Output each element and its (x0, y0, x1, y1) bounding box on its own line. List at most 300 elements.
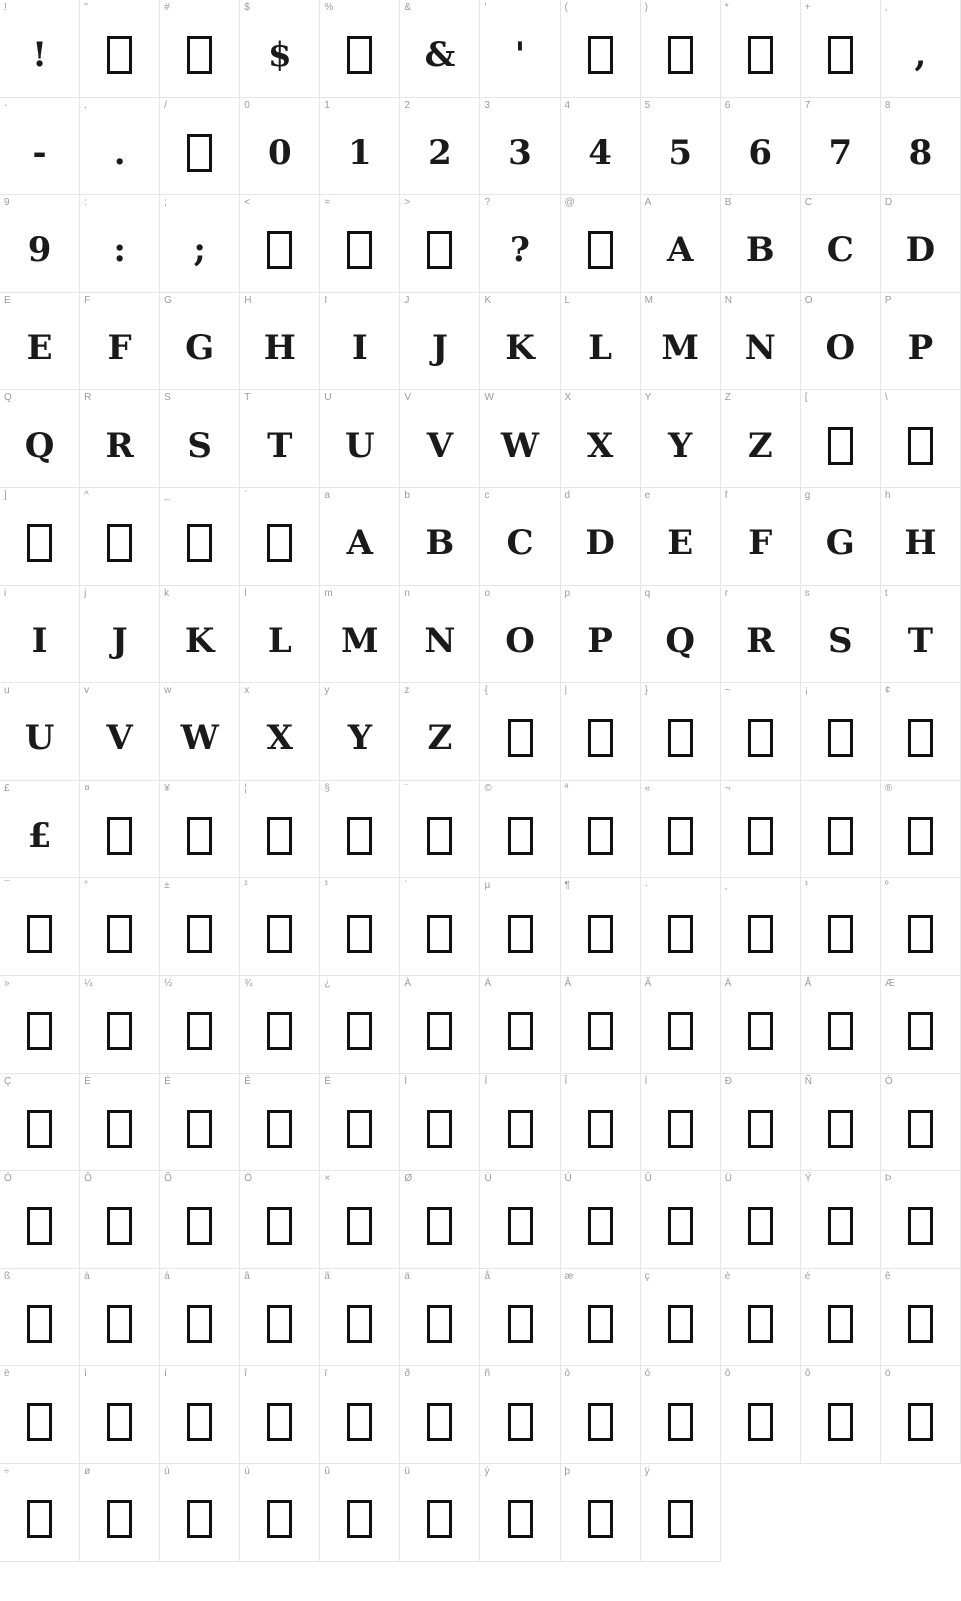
character-cell[interactable] (0, 1171, 80, 1269)
tofu-box-shape (508, 1012, 533, 1050)
character-cell[interactable] (320, 293, 400, 391)
character-cell[interactable] (240, 586, 320, 684)
character-cell[interactable] (240, 781, 320, 879)
empty-cell (881, 1464, 961, 1562)
character-cell[interactable] (881, 586, 961, 684)
character-cell[interactable] (160, 293, 240, 391)
missing-glyph-box-icon (160, 112, 239, 195)
character-cell[interactable] (0, 586, 80, 684)
tofu-box-shape (187, 1207, 212, 1245)
character-cell[interactable] (240, 0, 320, 98)
character-cell[interactable] (160, 1171, 240, 1269)
character-cell[interactable] (801, 98, 881, 196)
character-cell[interactable] (561, 586, 641, 684)
character-cell[interactable] (480, 781, 560, 879)
tofu-box-shape (427, 1207, 452, 1245)
character-cell[interactable] (881, 781, 961, 879)
character-cell[interactable] (160, 488, 240, 586)
character-cell[interactable] (400, 98, 480, 196)
character-cell[interactable] (400, 1464, 480, 1562)
character-cell[interactable] (561, 683, 641, 781)
character-glyph: H (904, 523, 937, 564)
character-cell[interactable] (641, 683, 721, 781)
character-cell[interactable] (881, 976, 961, 1074)
tofu-box-shape (588, 1305, 613, 1343)
character-cell[interactable] (0, 1074, 80, 1172)
character-cell[interactable] (80, 293, 160, 391)
missing-glyph-box-icon (480, 795, 559, 878)
character-cell[interactable] (80, 1269, 160, 1367)
character-cell[interactable] (641, 781, 721, 879)
character-cell[interactable] (561, 1366, 641, 1464)
character-cell[interactable] (320, 878, 400, 976)
character-glyph: S (187, 425, 212, 466)
character-cell[interactable] (721, 683, 801, 781)
character-cell[interactable] (320, 0, 400, 98)
missing-glyph-box-icon (881, 1380, 960, 1463)
character-cell[interactable] (801, 1366, 881, 1464)
character-cell[interactable] (641, 878, 721, 976)
missing-glyph-box-icon (0, 892, 79, 975)
character-glyph: S (828, 620, 853, 661)
character-code-label: ! (4, 2, 7, 13)
character-glyph: P (587, 620, 613, 661)
missing-glyph-box-icon (480, 892, 559, 975)
character-cell[interactable] (641, 1269, 721, 1367)
character-code-label: P (884, 294, 892, 306)
character-cell[interactable] (480, 1464, 560, 1562)
character-cell[interactable] (400, 586, 480, 684)
character-cell[interactable] (480, 878, 560, 976)
character-code-label (805, 783, 808, 794)
character-cell[interactable] (240, 1269, 320, 1367)
character-code-label: à (84, 1270, 90, 1282)
character-glyph: U (24, 718, 55, 759)
missing-glyph-box-icon (721, 795, 800, 878)
character-cell[interactable] (80, 976, 160, 1074)
character-cell[interactable] (320, 1366, 400, 1464)
missing-glyph-box-icon (480, 990, 559, 1073)
tofu-box-shape (427, 1403, 452, 1441)
character-code-label: Ä (724, 977, 732, 989)
character-cell[interactable] (561, 488, 641, 586)
character-code-label: K (484, 294, 492, 306)
character-code-label: $ (244, 2, 250, 13)
character-cell[interactable] (80, 878, 160, 976)
character-cell[interactable] (400, 390, 480, 488)
missing-glyph-box-icon (80, 14, 159, 97)
character-code-label: [ (804, 392, 808, 404)
character-glyph: 5 (668, 132, 692, 173)
missing-glyph-box-icon (641, 1185, 720, 1268)
tofu-box-shape (828, 1403, 853, 1441)
missing-glyph-box-icon (721, 1185, 800, 1268)
character-cell[interactable] (240, 683, 320, 781)
character-cell[interactable] (881, 878, 961, 976)
character-cell[interactable] (721, 976, 801, 1074)
character-cell[interactable] (160, 0, 240, 98)
character-cell[interactable] (801, 293, 881, 391)
character-cell[interactable] (561, 0, 641, 98)
missing-glyph-box-icon (641, 990, 720, 1073)
character-cell[interactable] (320, 390, 400, 488)
character-cell[interactable] (721, 1171, 801, 1269)
character-cell[interactable] (561, 878, 641, 976)
character-code-label: Û (644, 1173, 652, 1185)
character-cell[interactable] (0, 488, 80, 586)
character-cell[interactable] (400, 683, 480, 781)
character-code-label: ê (884, 1270, 891, 1282)
character-code-label: « (644, 782, 651, 794)
character-cell[interactable] (160, 1366, 240, 1464)
missing-glyph-box-icon (80, 1088, 159, 1171)
character-cell[interactable] (320, 98, 400, 196)
character-glyph: U (345, 425, 375, 466)
tofu-box-shape (107, 1012, 132, 1050)
character-cell[interactable] (80, 195, 160, 293)
character-cell[interactable] (721, 390, 801, 488)
character-cell[interactable] (480, 0, 560, 98)
tofu-box-shape (187, 524, 212, 562)
character-cell[interactable] (561, 1269, 641, 1367)
character-cell[interactable] (400, 1171, 480, 1269)
character-cell[interactable] (721, 0, 801, 98)
character-cell[interactable] (0, 293, 80, 391)
character-cell[interactable] (160, 781, 240, 879)
character-cell[interactable] (160, 1269, 240, 1367)
character-cell[interactable] (80, 1074, 160, 1172)
character-cell[interactable] (320, 195, 400, 293)
character-glyph: V (426, 425, 454, 466)
character-cell[interactable] (80, 390, 160, 488)
character-cell[interactable] (480, 390, 560, 488)
missing-glyph-box-icon (881, 892, 960, 975)
character-cell[interactable] (641, 1366, 721, 1464)
character-code-label: é (804, 1270, 811, 1282)
character-cell[interactable] (480, 586, 560, 684)
character-code-label: ) (644, 2, 648, 13)
character-cell[interactable] (721, 586, 801, 684)
missing-glyph-box-icon (0, 990, 79, 1073)
character-code-label: l (244, 587, 247, 599)
character-glyph: Y (347, 718, 372, 759)
character-code-label: ¢ (884, 685, 891, 697)
character-cell[interactable] (721, 98, 801, 196)
tofu-box-shape (187, 36, 212, 74)
character-code-label: Ê (244, 1075, 251, 1087)
character-cell[interactable] (561, 1171, 641, 1269)
missing-glyph-box-icon (721, 697, 800, 780)
tofu-box-shape (668, 36, 693, 74)
character-code-label: m (324, 587, 333, 599)
character-cell[interactable] (721, 195, 801, 293)
character-cell[interactable] (400, 488, 480, 586)
character-cell[interactable] (801, 195, 881, 293)
character-cell[interactable] (0, 98, 80, 196)
character-cell[interactable] (0, 781, 80, 879)
character-code-label: / (164, 99, 167, 111)
character-glyph: ' (514, 35, 526, 76)
character-cell[interactable] (0, 683, 80, 781)
character-cell[interactable] (480, 488, 560, 586)
character-cell[interactable] (641, 1171, 721, 1269)
character-glyph: D (905, 230, 936, 271)
character-cell[interactable] (240, 1366, 320, 1464)
character-cell[interactable] (80, 683, 160, 781)
character-cell[interactable] (801, 488, 881, 586)
missing-glyph-box-icon (561, 697, 640, 780)
character-code-label: ^ (84, 489, 89, 501)
character-glyph: ? (510, 230, 530, 271)
character-cell[interactable] (801, 683, 881, 781)
character-cell[interactable] (641, 195, 721, 293)
character-cell[interactable] (80, 781, 160, 879)
character-glyph: 0 (267, 132, 292, 173)
character-cell[interactable] (240, 488, 320, 586)
character-cell[interactable] (480, 1366, 560, 1464)
tofu-box-shape (107, 36, 132, 74)
character-cell[interactable] (480, 98, 560, 196)
character-code-label: x (244, 685, 250, 697)
character-cell[interactable] (160, 390, 240, 488)
character-code-label: ¶ (564, 880, 570, 892)
tofu-box-shape (267, 231, 292, 269)
character-glyph: Z (427, 718, 453, 759)
character-cell[interactable] (641, 0, 721, 98)
missing-glyph-box-icon (240, 795, 319, 878)
character-cell[interactable] (480, 1171, 560, 1269)
character-cell[interactable] (400, 1074, 480, 1172)
character-cell[interactable] (240, 1464, 320, 1562)
missing-glyph-box-icon (240, 1088, 319, 1171)
character-code-label: ÷ (4, 1465, 10, 1477)
tofu-box-shape (267, 1305, 292, 1343)
character-cell[interactable] (801, 0, 881, 98)
character-cell[interactable] (881, 1366, 961, 1464)
character-cell[interactable] (480, 195, 560, 293)
character-glyph: O (505, 620, 535, 661)
character-cell[interactable] (721, 878, 801, 976)
character-cell[interactable] (561, 390, 641, 488)
character-cell[interactable] (881, 683, 961, 781)
character-cell[interactable] (400, 1269, 480, 1367)
character-glyph: P (907, 328, 934, 369)
tofu-box-shape (187, 1500, 212, 1538)
character-code-label: ° (84, 880, 89, 892)
character-cell[interactable] (721, 1074, 801, 1172)
character-cell[interactable] (561, 293, 641, 391)
character-cell[interactable] (240, 976, 320, 1074)
character-cell[interactable] (80, 1171, 160, 1269)
character-cell[interactable] (881, 488, 961, 586)
character-cell[interactable] (641, 488, 721, 586)
missing-glyph-box-icon (80, 990, 159, 1073)
missing-glyph-box-icon (400, 892, 479, 975)
tofu-box-shape (908, 1012, 933, 1050)
character-cell[interactable] (0, 390, 80, 488)
character-cell[interactable] (160, 98, 240, 196)
character-code-label: ´ (404, 880, 408, 892)
character-cell[interactable] (721, 488, 801, 586)
character-cell[interactable] (881, 98, 961, 196)
character-cell[interactable] (320, 586, 400, 684)
character-cell[interactable] (240, 1171, 320, 1269)
missing-glyph-box-icon (160, 892, 239, 975)
character-cell[interactable] (561, 1464, 641, 1562)
character-cell[interactable] (561, 195, 641, 293)
character-cell[interactable] (320, 1464, 400, 1562)
character-cell[interactable] (160, 586, 240, 684)
tofu-box-shape (27, 915, 52, 953)
character-cell[interactable] (480, 683, 560, 781)
missing-glyph-box-icon (641, 1283, 720, 1366)
character-cell[interactable] (400, 878, 480, 976)
missing-glyph-box-icon (160, 1088, 239, 1171)
character-cell[interactable] (0, 976, 80, 1074)
character-cell[interactable] (480, 1074, 560, 1172)
character-cell[interactable] (240, 390, 320, 488)
character-cell[interactable] (641, 390, 721, 488)
character-cell[interactable] (480, 1269, 560, 1367)
character-cell[interactable] (721, 293, 801, 391)
character-code-label: E (4, 294, 11, 306)
character-cell[interactable] (721, 1366, 801, 1464)
character-glyph: N (744, 328, 776, 369)
character-code-label: . (84, 99, 87, 111)
character-code-label: : (84, 197, 87, 209)
tofu-box-shape (107, 524, 132, 562)
tofu-box-shape (267, 915, 292, 953)
character-cell[interactable] (320, 683, 400, 781)
character-cell[interactable] (0, 0, 80, 98)
character-cell[interactable] (0, 195, 80, 293)
character-cell[interactable] (160, 195, 240, 293)
tofu-box-shape (588, 817, 613, 855)
character-cell[interactable] (320, 976, 400, 1074)
character-cell[interactable] (240, 98, 320, 196)
character-cell[interactable] (400, 1366, 480, 1464)
missing-glyph-box-icon (80, 795, 159, 878)
tofu-box-shape (187, 1110, 212, 1148)
character-cell[interactable] (561, 976, 641, 1074)
missing-glyph-box-icon (881, 697, 960, 780)
character-cell[interactable] (320, 1171, 400, 1269)
character-cell[interactable] (480, 293, 560, 391)
character-cell[interactable] (0, 1366, 80, 1464)
character-cell[interactable] (801, 390, 881, 488)
character-cell[interactable] (160, 976, 240, 1074)
character-cell[interactable] (0, 1464, 80, 1562)
character-cell[interactable] (400, 976, 480, 1074)
character-cell[interactable] (881, 1171, 961, 1269)
character-cell[interactable] (160, 1464, 240, 1562)
character-cell[interactable] (80, 586, 160, 684)
character-cell[interactable] (881, 390, 961, 488)
character-cell[interactable] (320, 1074, 400, 1172)
missing-glyph-box-icon (561, 1380, 640, 1463)
character-cell[interactable] (801, 878, 881, 976)
character-cell[interactable] (721, 781, 801, 879)
character-code-label: t (884, 587, 888, 599)
character-cell[interactable] (641, 586, 721, 684)
character-code-label: q (644, 587, 651, 599)
character-glyph: Y (668, 425, 693, 466)
character-code-label: i (4, 587, 7, 599)
missing-glyph-box-icon (80, 1283, 159, 1366)
character-code-label: Ð (724, 1075, 732, 1087)
character-cell[interactable] (881, 195, 961, 293)
character-cell[interactable] (80, 0, 160, 98)
character-cell[interactable] (240, 878, 320, 976)
character-cell[interactable] (0, 1269, 80, 1367)
character-cell[interactable] (320, 488, 400, 586)
character-glyph: ; (193, 230, 206, 271)
character-cell[interactable] (881, 0, 961, 98)
character-cell[interactable] (801, 586, 881, 684)
character-cell[interactable] (881, 293, 961, 391)
character-cell[interactable] (400, 195, 480, 293)
character-cell[interactable] (320, 1269, 400, 1367)
character-cell[interactable] (641, 976, 721, 1074)
character-cell[interactable] (240, 293, 320, 391)
character-cell[interactable] (160, 878, 240, 976)
character-cell[interactable] (561, 1074, 641, 1172)
tofu-box-shape (668, 1207, 693, 1245)
character-cell[interactable] (320, 781, 400, 879)
tofu-box-shape (748, 817, 773, 855)
missing-glyph-box-icon (160, 1185, 239, 1268)
character-cell[interactable] (240, 1074, 320, 1172)
character-cell[interactable] (80, 98, 160, 196)
character-cell[interactable] (881, 1074, 961, 1172)
missing-glyph-box-icon (320, 892, 399, 975)
character-cell[interactable] (160, 683, 240, 781)
character-cell[interactable] (641, 1464, 721, 1562)
character-cell[interactable] (801, 1269, 881, 1367)
missing-glyph-box-icon (881, 1088, 960, 1171)
character-cell[interactable] (801, 976, 881, 1074)
character-code-label: ß (4, 1270, 11, 1282)
character-cell[interactable] (641, 1074, 721, 1172)
character-cell[interactable] (80, 488, 160, 586)
tofu-box-shape (267, 1207, 292, 1245)
tofu-box-shape (27, 1012, 52, 1050)
character-cell[interactable] (480, 976, 560, 1074)
character-cell[interactable] (240, 195, 320, 293)
character-cell[interactable] (0, 878, 80, 976)
character-cell[interactable] (801, 781, 881, 879)
missing-glyph-box-icon (641, 697, 720, 780)
character-code-label: Ë (324, 1075, 331, 1087)
character-cell[interactable] (400, 293, 480, 391)
character-cell[interactable] (641, 98, 721, 196)
character-cell[interactable] (801, 1171, 881, 1269)
character-cell[interactable] (400, 0, 480, 98)
tofu-box-shape (107, 1500, 132, 1538)
character-cell[interactable] (80, 1366, 160, 1464)
character-cell[interactable] (801, 1074, 881, 1172)
character-cell[interactable] (721, 1269, 801, 1367)
character-cell[interactable] (561, 781, 641, 879)
character-cell[interactable] (641, 293, 721, 391)
character-cell[interactable] (561, 98, 641, 196)
character-cell[interactable] (160, 1074, 240, 1172)
character-cell[interactable] (400, 781, 480, 879)
character-code-label: © (484, 782, 492, 794)
character-cell[interactable] (80, 1464, 160, 1562)
character-cell[interactable] (881, 1269, 961, 1367)
tofu-box-shape (588, 1110, 613, 1148)
